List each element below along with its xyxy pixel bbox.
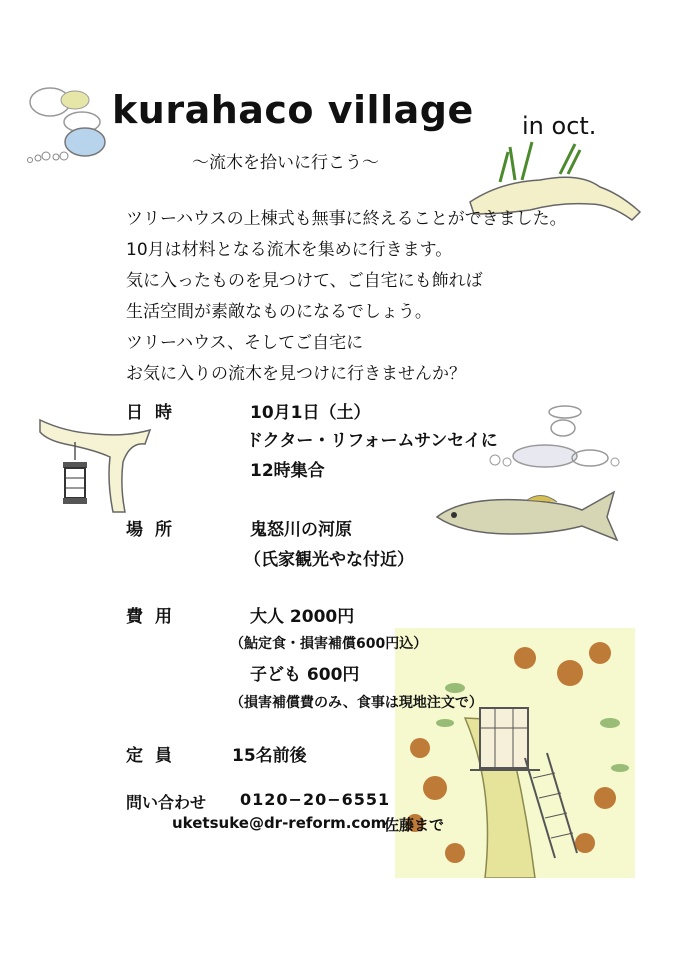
event-subtitle: 〜流木を拾いに行こう〜: [192, 153, 379, 173]
place-label: 場所: [126, 520, 184, 540]
intro-line: ツリーハウス、そしてご自宅に: [126, 333, 364, 353]
stacked-stones-illustration: [20, 80, 115, 180]
datetime-label: 日時: [126, 403, 184, 423]
fee-adult-note: （鮎定食・損害補償600円込）: [230, 636, 428, 652]
lantern-illustration: [35, 412, 160, 522]
contact-label: 問い合わせ: [126, 793, 207, 812]
capacity-label: 定員: [126, 746, 184, 766]
intro-line: 10月は材料となる流木を集めに行きます。: [126, 240, 453, 260]
intro-line: お気に入りの流木を見つけに行きませんか？: [126, 364, 466, 384]
capacity-value: 15名前後: [232, 746, 307, 766]
contact-person: 佐藤まで: [384, 816, 445, 834]
event-title: kurahaco village: [112, 88, 474, 132]
datetime-meeting-time: 12時集合: [250, 461, 325, 481]
intro-line: 生活空間が素敵なものになるでしょう。: [126, 302, 432, 322]
place-detail: （氏家観光やな付近）: [244, 550, 414, 570]
fee-child: 子ども 600円: [250, 665, 360, 685]
intro-line: ツリーハウスの上棟式も無事に終えることができました。: [126, 209, 567, 229]
event-month: in oct.: [522, 112, 597, 140]
place-value: 鬼怒川の河原: [250, 520, 352, 540]
datetime-value: 10月1日（土）: [250, 403, 371, 423]
intro-line: 気に入ったものを見つけて、ご自宅にも飾れば: [126, 271, 483, 291]
fee-child-note: （損害補償費のみ、食事は現地注文で）: [230, 695, 483, 711]
fee-label: 費用: [126, 607, 184, 627]
fish-illustration: [432, 482, 622, 547]
contact-phone: 0120−20−6551: [240, 790, 391, 809]
intro-paragraph: [126, 204, 567, 390]
contact-email: uketsuke@dr-reform.com: [172, 814, 387, 832]
datetime-meeting-place: ドクター・リフォームサンセイに: [246, 431, 498, 451]
fee-adult: 大人 2000円: [250, 607, 355, 627]
tree-house-illustration: [395, 628, 635, 878]
